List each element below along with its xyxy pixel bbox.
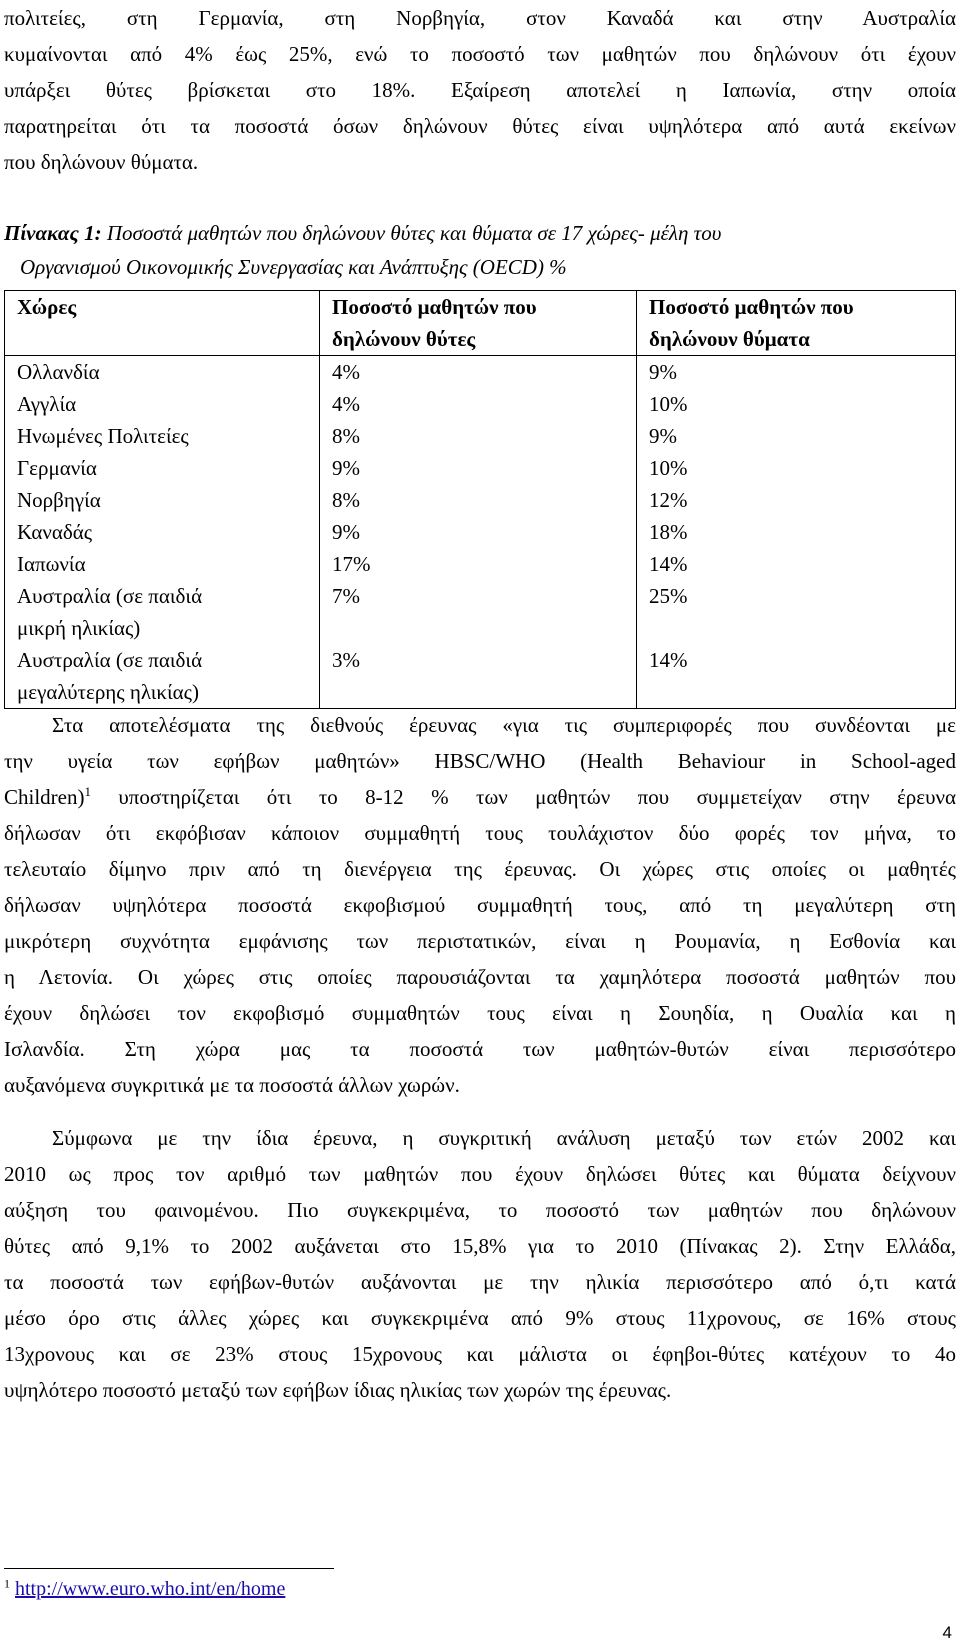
table-row — [5, 580, 956, 644]
cell-victims: 18% — [637, 516, 956, 548]
text-line: υψηλότερο ποσοστό μεταξύ των εφήβων ίδιας ηλικίας των χωρών της έρευνας. — [4, 1378, 672, 1402]
cell-country: Νορβηγία — [5, 484, 320, 516]
text-line: 2010 ως προς τον αριθμό των μαθητών που έχουν δηλώσει θύτες και θύματα δείχνουν — [4, 1162, 956, 1186]
table-row — [5, 420, 956, 452]
table-row — [5, 548, 956, 580]
text-line: αύξηση του φαινομένου. Πιο συγκεκριμένα, το ποσοστό των μαθητών που δηλώνουν — [4, 1198, 956, 1222]
intro-paragraph — [4, 0, 956, 180]
text-line: τα ποσοστά των εφήβων-θυτών αυξάνονται με την ηλικία περισσότερο από ό,τι κατά — [4, 1270, 956, 1294]
cell-bullies: 7% — [320, 580, 637, 644]
cell-bullies: 3% — [320, 644, 637, 709]
text-line: υπάρξει θύτες βρίσκεται στο 18%. Εξαίρεση αποτελεί η Ιαπωνία, στην οποία — [4, 78, 956, 102]
cell-bullies: 17% — [320, 548, 637, 580]
hbsc-paragraph — [4, 707, 956, 1103]
column-header-victims: Ποσοστό μαθητών που δηλώνουν θύματα — [637, 291, 956, 356]
table-row — [5, 452, 956, 484]
cell-bullies: 4% — [320, 356, 637, 389]
cell-victims: 12% — [637, 484, 956, 516]
table-caption — [4, 216, 956, 284]
cell-bullies: 8% — [320, 420, 637, 452]
text-line: τελευταίο δίμηνο πριν από τη διενέργεια της έρευνας. Οι χώρες στις οποίες οι μαθητές — [4, 857, 956, 881]
text-line: Στα αποτελέσματα της διεθνούς έρευνας «για τις συμπεριφορές που συνδέονται με — [52, 713, 956, 737]
footnote-link[interactable]: http://www.euro.who.int/en/home — [15, 1578, 286, 1600]
text-line: Ισλανδία. Στη χώρα μας τα ποσοστά των μαθητών-θυτών είναι περισσότερο — [4, 1037, 956, 1061]
text-line: δήλωσαν ότι εκφόβισαν κάποιον συμμαθητή τους τουλάχιστον δύο φορές τον μήνα, το — [4, 821, 956, 845]
cell-victims: 25% — [637, 580, 956, 644]
text-line: 13χρονους και σε 23% στους 15χρονους και μάλιστα οι έφηβοι-θύτες κατέχουν το 4ο — [4, 1342, 956, 1366]
text-line: την υγεία των εφήβων μαθητών» HBSC/WHO (Health Behaviour in School-aged — [4, 749, 956, 773]
cell-country: Ηνωμένες Πολιτείες — [5, 420, 320, 452]
column-header-bullies: Ποσοστό μαθητών που δηλώνουν θύτες — [320, 291, 637, 356]
cell-country: Αυστραλία (σε παιδιά μεγαλύτερης ηλικίας) — [5, 644, 320, 709]
text-line: Children)$^1$ υποστηρίζεται ότι το 8-12 % των μαθητών που συμμετείχαν στην έρευνα — [4, 784, 956, 809]
text-line: θύτες από 9,1% το 2002 αυξάνεται στο 15,8% για το 2010 (Πίνακας 2). Στην Ελλάδα, — [4, 1234, 956, 1258]
text-line: παρατηρείται ότι τα ποσοστά όσων δηλώνουν θύτες είναι υψηλότερα από αυτά εκείνων — [4, 114, 956, 138]
comparison-paragraph — [4, 1120, 956, 1408]
table-row — [5, 388, 956, 420]
text-line: αυξανόμενα συγκριτικά με τα ποσοστά άλλων χωρών. — [4, 1073, 460, 1097]
text-line: μικρότερη συχνότητα εμφάνισης των περιστατικών, είναι η Ρουμανία, η Εσθονία και — [4, 929, 956, 953]
cell-victims: 14% — [637, 644, 956, 709]
cell-country: Αυστραλία (σε παιδιά μικρή ηλικίας) — [5, 580, 320, 644]
cell-victims: 9% — [637, 356, 956, 389]
cell-bullies: 4% — [320, 388, 637, 420]
cell-bullies: 9% — [320, 452, 637, 484]
footnote-number: 1 — [4, 1576, 10, 1591]
cell-country: Ιαπωνία — [5, 548, 320, 580]
cell-country: Καναδάς — [5, 516, 320, 548]
text-line: πολιτείες, στη Γερμανία, στη Νορβηγία, στον Καναδά και στην Αυστραλία — [4, 6, 956, 30]
table-caption-text: Ποσοστά μαθητών που δηλώνουν θύτες και θύματα σε 17 χώρες- μέλη του — [101, 221, 722, 245]
text-line: Σύμφωνα με την ίδια έρευνα, η συγκριτική ανάλυση μεταξύ των ετών 2002 και — [52, 1126, 956, 1150]
cell-country: Ολλανδία — [5, 356, 320, 389]
table-row — [5, 356, 956, 389]
cell-bullies: 9% — [320, 516, 637, 548]
text-line: η Λετονία. Οι χώρες στις οποίες παρουσιάζονται τα χαμηλότερα ποσοστά μαθητών που — [4, 965, 956, 989]
footnote-reference: 1 — [84, 784, 91, 799]
cell-victims: 14% — [637, 548, 956, 580]
cell-victims: 10% — [637, 452, 956, 484]
bullying-rates-table — [4, 290, 956, 709]
column-header-country: Χώρες — [5, 291, 320, 356]
text-line: μέσο όρο στις άλλες χώρες και συγκεκριμένα από 9% στους 11χρονους, σε 16% στους — [4, 1306, 956, 1330]
page-number: 4 — [942, 1623, 952, 1642]
table-caption-label: Πίνακας 1: — [4, 221, 102, 245]
cell-victims: 10% — [637, 388, 956, 420]
text-line: έχουν δηλώσει τον εκφοβισμό συμμαθητών τους είναι η Σουηδία, η Ουαλία και η — [4, 1001, 956, 1025]
cell-country: Γερμανία — [5, 452, 320, 484]
cell-bullies: 8% — [320, 484, 637, 516]
table-row — [5, 516, 956, 548]
text-line: δήλωσαν υψηλότερα ποσοστά εκφοβισμού συμμαθητή τους, από τη μεγαλύτερη στη — [4, 893, 956, 917]
cell-victims: 9% — [637, 420, 956, 452]
text-line: κυμαίνονται από 4% έως 25%, ενώ το ποσοστό των μαθητών που δηλώνουν ότι έχουν — [4, 42, 956, 66]
cell-country: Αγγλία — [5, 388, 320, 420]
footnote-divider — [4, 1568, 334, 1569]
footnote — [4, 1574, 285, 1604]
table-header-row — [5, 291, 956, 356]
table-row — [5, 484, 956, 516]
table-row — [5, 644, 956, 709]
text-line: που δηλώνουν θύματα. — [4, 150, 199, 174]
table-caption-text: Οργανισμού Οικονομικής Συνεργασίας και Ανάπτυξης (OECD) % — [20, 255, 567, 279]
